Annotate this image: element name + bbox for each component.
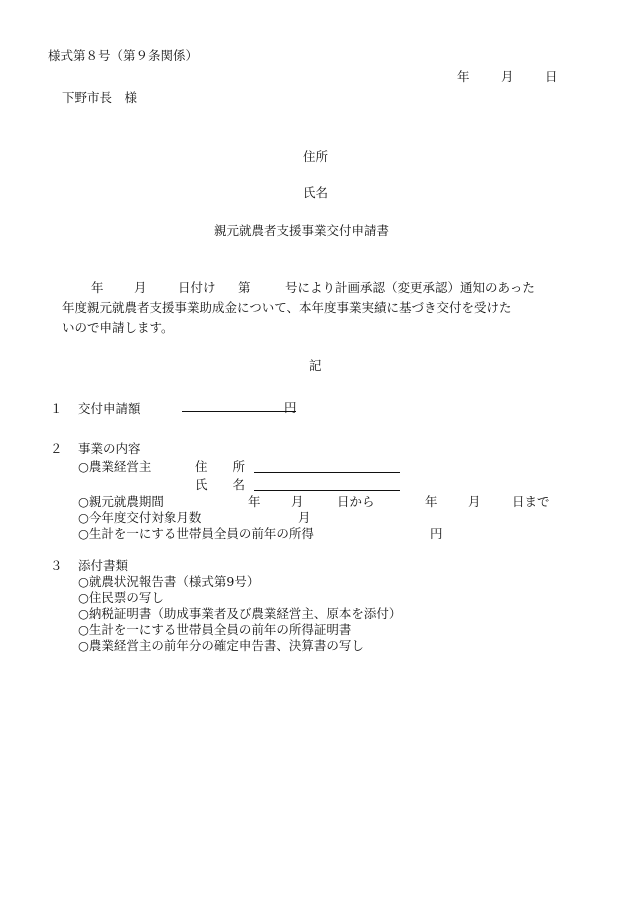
attachment-item: ○農業経営主の前年分の確定申告書、決算書の写し: [78, 638, 364, 653]
section-3-number: ３: [50, 558, 63, 573]
section-1-number: １: [50, 401, 63, 416]
period-month-1: 月: [291, 494, 304, 509]
intro-month: 月: [134, 280, 147, 295]
farmer-address-label: 住 所: [195, 459, 246, 474]
section-2-number: ２: [50, 441, 63, 456]
period-year-2: 年: [425, 494, 438, 509]
farmer-name-label: 氏 名: [195, 477, 246, 492]
attachment-item: ○納税証明書（助成事業者及び農業経営主、原本を添付）: [78, 606, 402, 621]
months-label: ○今年度交付対象月数: [78, 510, 202, 525]
amount-blank-line: [182, 411, 296, 412]
intro-date-suffix: 日付け: [178, 280, 216, 295]
ki-heading: 記: [309, 358, 322, 373]
farmer-name-line: [254, 490, 400, 491]
section-1-label: 交付申請額: [78, 401, 141, 416]
attachment-item: ○就農状況報告書（様式第9号）: [78, 574, 260, 589]
months-unit: 月: [298, 510, 311, 525]
intro-notice-text: 号により計画承認（変更承認）通知のあった: [285, 280, 535, 295]
date-day: 日: [545, 69, 558, 84]
period-to: 日まで: [512, 494, 550, 509]
intro-line-3: いので申請します。: [62, 320, 174, 335]
period-label: ○親元就農期間: [78, 494, 164, 509]
form-number-label: 様式第８号（第９条関係）: [48, 48, 199, 63]
period-year-1: 年: [248, 494, 261, 509]
section-2-label: 事業の内容: [78, 441, 141, 456]
attachment-item: ○住民票の写し: [78, 590, 164, 605]
document-title: 親元就農者支援事業交付申請書: [214, 223, 390, 238]
intro-line-2: 年度親元就農者支援事業助成金について、本年度事業実績に基づき交付を受けた: [62, 300, 512, 315]
income-unit: 円: [430, 526, 443, 541]
period-from: 日から: [337, 494, 375, 509]
addressee: 下野市長 様: [62, 90, 138, 105]
date-year: 年: [457, 69, 470, 84]
amount-unit: 円: [284, 400, 297, 415]
applicant-name-label: 氏名: [303, 185, 329, 200]
attachment-item: ○生計を一にする世帯員全員の前年の所得証明書: [78, 622, 352, 637]
date-month: 月: [501, 69, 514, 84]
farmer-label: ○農業経営主: [78, 459, 152, 474]
intro-year: 年: [91, 280, 104, 295]
section-3-label: 添付書類: [78, 558, 129, 573]
farmer-address-line: [254, 472, 400, 473]
income-label: ○生計を一にする世帯員全員の前年の所得: [78, 526, 314, 541]
intro-dai: 第: [238, 280, 251, 295]
period-month-2: 月: [468, 494, 481, 509]
applicant-address-label: 住所: [303, 149, 329, 164]
